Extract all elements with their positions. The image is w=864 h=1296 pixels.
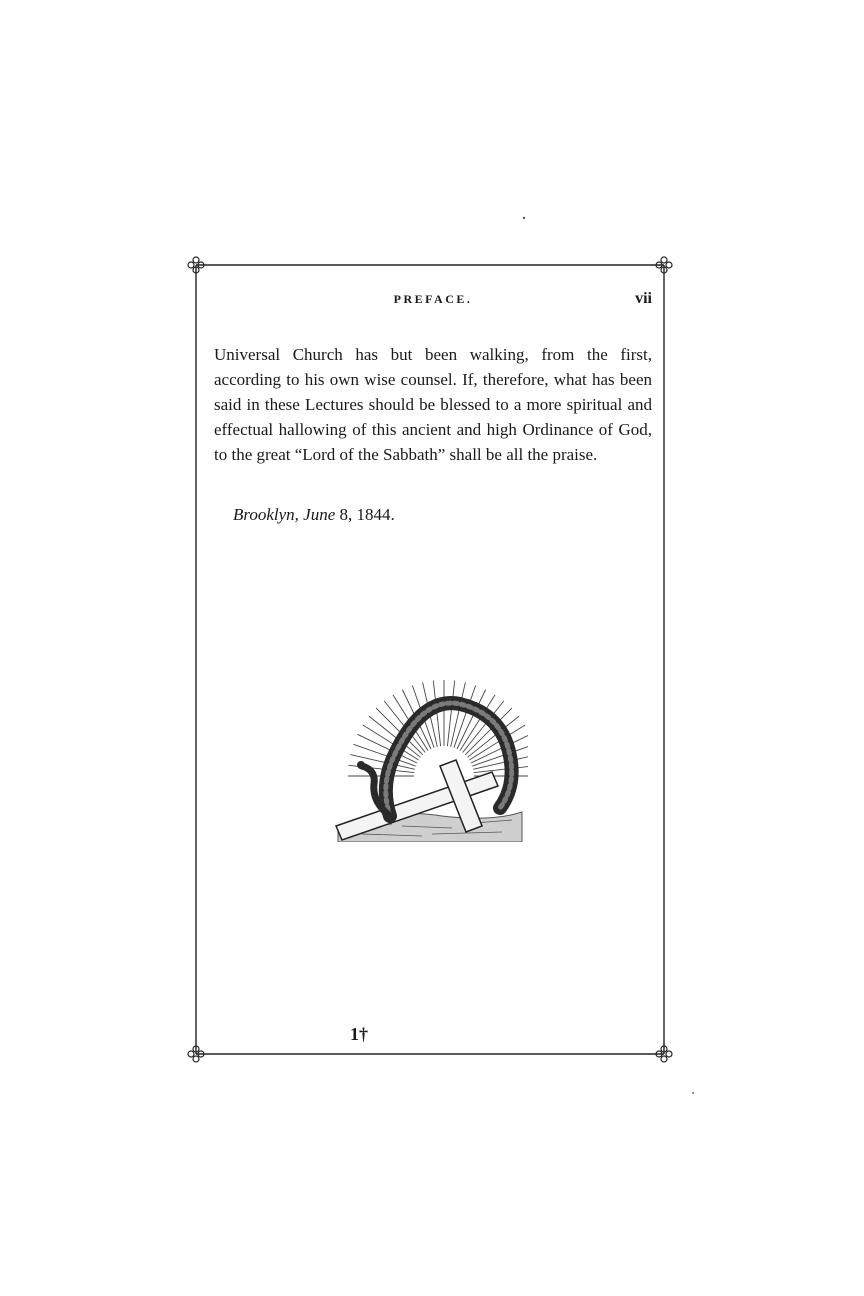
page-number: vii <box>635 290 652 307</box>
body-paragraph: Universal Church has but been walking, from the first, according to his own wise counsel. If, therefore, what has been said in these Lectures should be blessed to a more spiritual and effectual hallowing of this ancient and high Ordinance of God, to the great “Lord of the Sabbath” shall be all the praise. <box>214 345 652 464</box>
running-title: PREFACE. <box>393 292 473 306</box>
signoff-place-date: Brooklyn, June <box>233 505 336 524</box>
serpent-and-cross-vignette-icon <box>332 676 528 842</box>
signoff-day-year: 8, 1844. <box>339 505 395 524</box>
signoff-line <box>233 505 395 525</box>
signature-mark: 1† <box>350 1024 368 1044</box>
running-head <box>214 292 652 316</box>
